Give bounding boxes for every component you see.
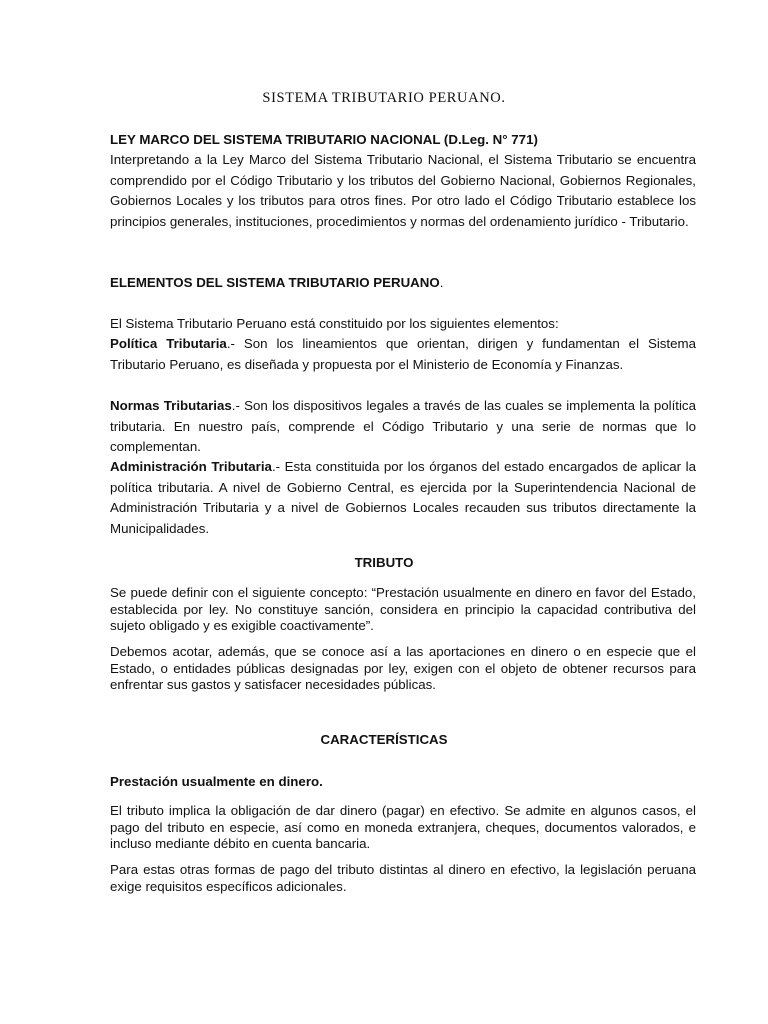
- politica-tributaria-text: .- Son los lineamientos que orientan, dirigen y fundamentan el Sistema Tributario Peruano, es diseñada y propuesta por el Ministerio de Economía y Finanzas.: [110, 336, 696, 372]
- normas-tributarias-term: Normas Tributarias: [110, 398, 232, 413]
- normas-tributarias-text: .- Son los dispositivos legales a través de las cuales se implementa la política tributaria. En nuestro país, comprende el Código Tributario y una serie de normas que lo complementan.: [110, 398, 696, 455]
- normas-tributarias-paragraph: [110, 396, 696, 458]
- ley-marco-paragraph: Interpretando a la Ley Marco del Sistema Tributario Nacional, el Sistema Tributario se encuentra comprendido por el Código Tributario y los tributos del Gobierno Nacional, Gobiernos Regionales, Gobiernos Locales y los tributos para otros fines. Por otro lado el Código Tributario establece los principios generales, instituciones, procedimientos y normas del ordenamiento jurídico - Tributario.: [110, 152, 696, 229]
- caracteristicas-heading: CARACTERÍSTICAS: [320, 732, 448, 747]
- ley-marco-heading: LEY MARCO DEL SISTEMA TRIBUTARIO NACIONAL (D.Leg. N° 771): [110, 132, 538, 147]
- elementos-intro: El Sistema Tributario Peruano está constituido por los siguientes elementos:: [110, 316, 559, 331]
- elementos-heading-suffix: .: [439, 275, 444, 290]
- administracion-tributaria-term: Administración Tributaria: [110, 459, 272, 474]
- caracteristicas-paragraph-1: El tributo implica la obligación de dar dinero (pagar) en efectivo. Se admite en algunos casos, el pago del tributo en especie, así como en moneda extranjera, cheques, documentos valorados, e incluso mediante débito en cuenta bancaria.: [110, 803, 696, 852]
- administracion-tributaria-text: .- Esta constituida por los órganos del estado encargados de aplicar la política tributaria. A nivel de Gobierno Central, es ejercida por la Superintendencia Nacional de Administración Tributaria y a nivel de Gobiernos Locales recauden sus tributos directamente la Municipalidades.: [110, 459, 697, 536]
- tributo-paragraph-1: Se puede definir con el siguiente concepto: “Prestación usualmente en dinero en favor del Estado, establecida por ley. No constituye sanción, considera en principio la capacidad contributiva del sujeto obligado y es exigible coactivamente”.: [110, 585, 696, 634]
- document-title: SISTEMA TRIBUTARIO PERUANO.: [262, 90, 506, 106]
- tributo-paragraph-2: Debemos acotar, además, que se conoce así a las aportaciones en dinero o en especie que el Estado, o entidades públicas designadas por ley, exigen con el objeto de obtener recursos para enfrentar sus gastos y satisfacer necesidades públicas.: [110, 644, 696, 693]
- politica-tributaria-term: Política Tributaria: [110, 336, 227, 351]
- prestacion-subheading: Prestación usualmente en dinero.: [110, 774, 323, 789]
- caracteristicas-paragraph-2: Para estas otras formas de pago del tributo distintas al dinero en efectivo, la legislación peruana exige requisitos específicos adicionales.: [110, 862, 696, 894]
- administracion-tributaria-paragraph: [110, 457, 696, 539]
- elementos-heading: ELEMENTOS DEL SISTEMA TRIBUTARIO PERUANO: [110, 275, 440, 290]
- tributo-heading: TRIBUTO: [354, 555, 414, 570]
- politica-tributaria-paragraph: [110, 334, 696, 375]
- elementos-heading-line: [110, 273, 443, 293]
